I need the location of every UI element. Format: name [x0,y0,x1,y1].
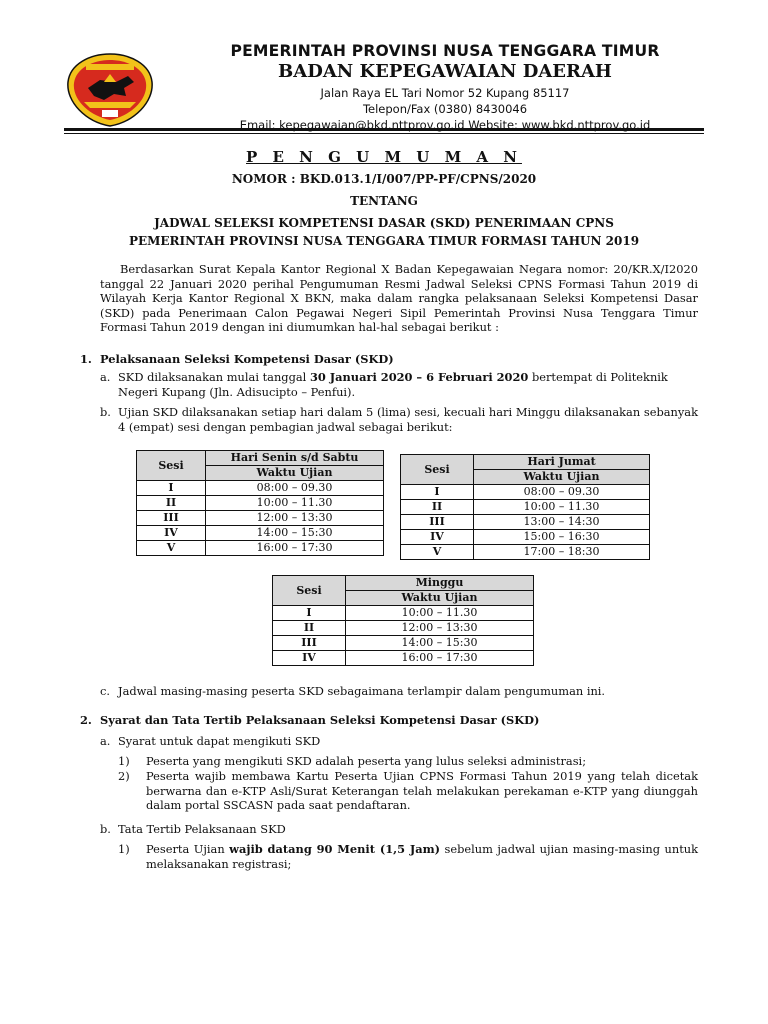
item-2b-title: Tata Tertib Pelaksanaan SKD [118,822,286,836]
header-divider-thin [64,133,704,134]
table-row [273,621,534,636]
item-2b1-text-pre: Peserta Ujian [146,842,230,856]
time-cell: 08:00 – 09.30 [474,485,650,500]
time-cell: 14:00 – 15:30 [346,636,534,651]
table-row [401,485,650,500]
email-label: Email: [239,118,280,132]
sesi-cell: IV [273,651,346,666]
intro-paragraph: Berdasarkan Surat Kepala Kantor Regional X Badan Kepegawaian Negara nomor: 20/KR.X/I2020 tanggal 22 Januari 2020 perihal Pengumuman Resmi Jadwal Seleksi CPNS Formasi Tahun 2019 di Wilayah Kerja Kantor Regional X BKN, maka dalam rangka pelaksanaan Seleksi Kompetensi Dasar (SKD) pada Penerimaan Calon Pegawai Negeri Sipil Pemerintah Provinsi Nusa Tenggara Timur Formasi Tahun 2019 dengan ini diumumkan hal-hal sebagai berikut : [100,262,698,335]
item-1a-text-line2: Negeri Kupang (Jln. Adisucipto – Penfui). [118,385,356,399]
website-link[interactable]: www.bkd.nttprov.go.id [521,118,651,132]
item-2b1-text [146,842,698,871]
letterhead [150,42,740,133]
item-2a1-number: 1) [118,754,130,768]
table-row [401,545,650,560]
item-2b1-text-post: sebelum jadwal ujian masing-masing untuk melaksanakan registrasi; [146,842,699,871]
item-2b1-arrival-rule: wajib datang 90 Menit (1,5 Jam) [229,842,441,856]
agency-name: BADAN KEPEGAWAIAN DAERAH [278,61,612,82]
tentang-label: TENTANG [350,194,418,208]
item-1b-text: Ujian SKD dilaksanakan setiap hari dalam 5 (lima) sesi, kecuali hari Minggu dilaksanakan sebanyak 4 (empat) sesi dengan pembagian jadwal sebagai berikut: [118,405,698,434]
sesi-header: Sesi [137,451,206,481]
day-header: Hari Senin s/d Sabtu [206,451,384,466]
table-row [137,526,384,541]
sesi-cell: II [273,621,346,636]
sesi-cell: IV [137,526,206,541]
document-title: P E N G U M U M A N [246,148,522,166]
item-2a-title: Syarat untuk dapat mengikuti SKD [118,734,321,748]
item-1a-text-pre: SKD dilaksanakan mulai tanggal [118,370,310,384]
sesi-header: Sesi [273,576,346,606]
item-2b-label: b. [100,822,111,836]
table-row [137,481,384,496]
item-1b-label: b. [100,405,111,419]
sesi-cell: II [137,496,206,511]
time-cell: 12:00 – 13:30 [206,511,384,526]
section-1-title: Pelaksanaan Seleksi Kompetensi Dasar (SKD) [100,352,394,366]
document-number: NOMOR : BKD.013.1/I/007/PP-PF/CPNS/2020 [231,172,537,186]
table-row [273,651,534,666]
item-1c-label: c. [100,684,111,698]
item-1a-dates: 30 Januari 2020 – 6 Februari 2020 [309,370,529,384]
header-divider-thick [64,128,704,131]
day-header: Minggu [346,576,534,591]
table-row [401,530,650,545]
email-link[interactable]: kepegawaian@bkd.nttprov.go.id [279,118,465,132]
item-1a-text-post: bertempat di Politeknik [528,370,668,384]
item-2a-label: a. [100,734,111,748]
time-cell: 17:00 – 18:30 [474,545,650,560]
item-1a-label: a. [100,370,111,384]
time-cell: 15:00 – 16:30 [474,530,650,545]
time-cell: 10:00 – 11.30 [346,606,534,621]
sesi-cell: I [273,606,346,621]
section-2-title: Syarat dan Tata Tertib Pelaksanaan Seleksi Kompetensi Dasar (SKD) [100,713,540,727]
table-row [137,541,384,556]
schedule-table-minggu [272,575,534,666]
table-row [273,606,534,621]
item-2a2-number: 2) [118,769,130,783]
section-2-number: 2. [80,713,92,727]
time-cell: 08:00 – 09.30 [206,481,384,496]
sesi-cell: V [401,545,474,560]
sesi-header: Sesi [401,455,474,485]
time-cell: 12:00 – 13:30 [346,621,534,636]
item-2a1-text: Peserta yang mengikuti SKD adalah peserta yang lulus seleksi administrasi; [146,754,587,768]
table-row [137,511,384,526]
section-1-number: 1. [80,352,92,366]
address: Jalan Raya EL Tari Nomor 52 Kupang 85117 [320,86,570,100]
website-label: Website: [464,118,522,132]
sesi-cell: V [137,541,206,556]
day-header: Hari Jumat [474,455,650,470]
subject-line-2: PEMERINTAH PROVINSI NUSA TENGGARA TIMUR FORMASI TAHUN 2019 [128,234,640,248]
sesi-cell: III [273,636,346,651]
sesi-cell: III [137,511,206,526]
time-cell: 13:00 – 14:30 [474,515,650,530]
schedule-table-senin-sabtu [136,450,384,556]
subject-line-1: JADWAL SELEKSI KOMPETENSI DASAR (SKD) PENERIMAAN CPNS [154,216,614,230]
schedule-table-jumat [400,454,650,560]
sesi-cell: I [137,481,206,496]
sesi-cell: IV [401,530,474,545]
time-header: Waktu Ujian [474,470,650,485]
phone: Telepon/Fax (0380) 8430046 [362,102,528,116]
item-2b1-number: 1) [118,842,130,856]
item-1a-text [118,370,698,385]
sesi-cell: III [401,515,474,530]
sesi-cell: II [401,500,474,515]
item-2a2-text: Peserta wajib membawa Kartu Peserta Ujian CPNS Formasi Tahun 2019 yang telah dicetak berwarna dan e-KTP Asli/Surat Keterangan telah melakukan perekaman e-KTP yang diunggah dalam portal SSCASN pada saat pendaftaran. [146,769,698,813]
table-row [137,496,384,511]
table-row [401,515,650,530]
time-header: Waktu Ujian [206,466,384,481]
sesi-cell: I [401,485,474,500]
time-cell: 16:00 – 17:30 [206,541,384,556]
table-row [273,636,534,651]
time-header: Waktu Ujian [346,591,534,606]
government-name: PEMERINTAH PROVINSI NUSA TENGGARA TIMUR [230,42,660,60]
time-cell: 14:00 – 15:30 [206,526,384,541]
provincial-emblem-icon [64,52,156,128]
table-row [401,500,650,515]
item-1c-text: Jadwal masing-masing peserta SKD sebagaimana terlampir dalam pengumuman ini. [118,684,606,698]
time-cell: 16:00 – 17:30 [346,651,534,666]
time-cell: 10:00 – 11.30 [474,500,650,515]
time-cell: 10:00 – 11.30 [206,496,384,511]
